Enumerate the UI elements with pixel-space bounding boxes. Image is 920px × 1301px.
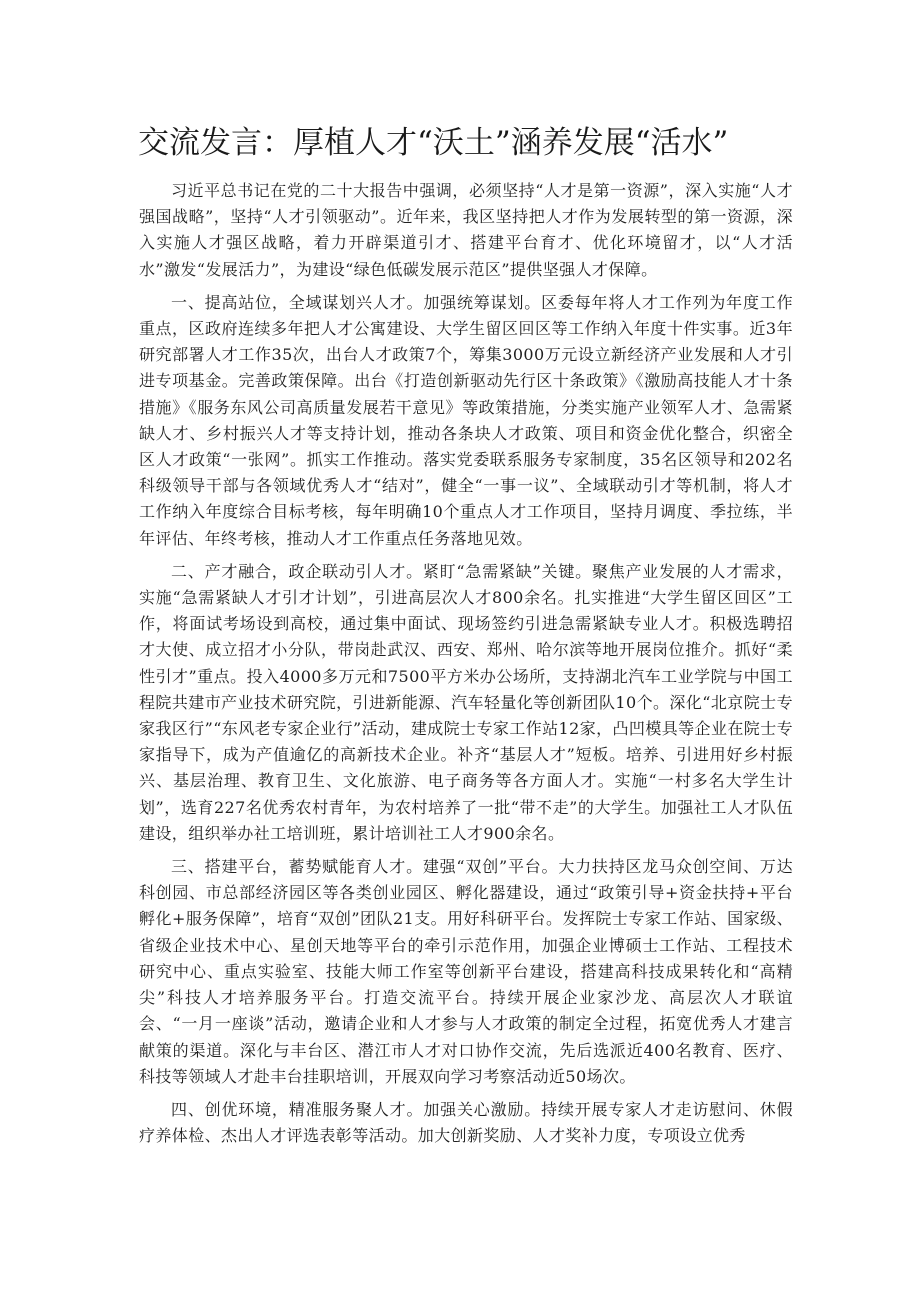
document-body <box>139 178 793 1156</box>
paragraph-section-2: 二、产才融合，政企联动引人才。紧盯“急需紧缺”关键。聚焦产业发展的人才需求，实施“急需紧缺人才引才计划”，引进高层次人才800余名。扎实推进“大学生留区回区”工作，将面试考场设到高校，通过集中面试、现场签约引进急需紧缺专业人才。积极选聘招才大使、成立招才小分队，带岗赴武汉、西安、郑州、哈尔滨等地开展岗位推介。抓好“柔性引才”重点。投入4000多万元和7500平方米办公场所，支持湖北汽车工业学院与中国工程院共建市产业技术研究院，引进新能源、汽车轻量化等创新团队10个。深化“北京院士专家我区行”“东风老专家企业行”活动，建成院士专家工作站12家，凸凹模具等企业在院士专家指导下，成为产值逾亿的高新技术企业。补齐“基层人才”短板。培养、引进用好乡村振兴、基层治理、教育卫生、文化旅游、电子商务等各方面人才。实施“一村多名大学生计划”，选育227名优秀农村青年，为农村培养了一批“带不走”的大学生。加强社工人才队伍建设，组织举办社工培训班，累计培训社工人才900余名。 <box>139 561 793 843</box>
paragraph-section-4: 四、创优环境，精准服务聚人才。加强关心激励。持续开展专家人才走访慰问、休假疗养体检、杰出人才评选表彰等活动。加大创新奖励、人才奖补力度，专项设立优秀 <box>139 1099 793 1146</box>
paragraph-intro: 习近平总书记在党的二十大报告中强调，必须坚持“人才是第一资源”，深入实施“人才强国战略”，坚持“人才引领驱动”。近年来，我区坚持把人才作为发展转型的第一资源，深入实施人才强区战略，着力开辟渠道引才、搭建平台育才、优化环境留才，以“人才活水”激发“发展活力”，为建设“绿色低碳发展示范区”提供坚强人才保障。 <box>139 181 793 279</box>
document-title: 交流发言：厚植人才“沃土”涵养发展“活水” <box>138 125 729 161</box>
paragraph-section-3: 三、搭建平台，蓄势赋能育人才。建强“双创”平台。大力扶持区龙马众创空间、万达科创园、市总部经济园区等各类创业园区、孵化器建设，通过“政策引导+资金扶持+平台孵化+服务保障”，培育“双创”团队21支。用好科研平台。发挥院士专家工作站、国家级、省级企业技术中心、星创天地等平台的牵引示范作用，加强企业博硕士工作站、工程技术研究中心、重点实验室、技能大师工作室等创新平台建设，搭建高科技成果转化和“高精尖”科技人才培养服务平台。打造交流平台。持续开展企业家沙龙、高层次人才联谊会、“一月一座谈”活动，邀请企业和人才参与人才政策的制定全过程，拓宽优秀人才建言献策的渠道。深化与丰台区、潜江市人才对口协作交流，先后选派近400名教育、医疗、科技等领域人才赴丰台挂职培训，开展双向学习考察活动近50场次。 <box>139 857 793 1086</box>
paragraph-section-1: 一、提高站位，全域谋划兴人才。加强统筹谋划。区委每年将人才工作列为年度工作重点，区政府连续多年把人才公寓建设、大学生留区回区等工作纳入年度十件实事。近3年研究部署人才工作35次，出台人才政策7个，筹集3000万元设立新经济产业发展和人才引进专项基金。完善政策保障。出台《打造创新驱动先行区十条政策》《激励高技能人才十条措施》《服务东风公司高质量发展若干意见》等政策措施，分类实施产业领军人才、急需紧缺人才、乡村振兴人才等支持计划，推动各条块人才政策、项目和资金优化整合，织密全区人才政策“一张网”。抓实工作推动。落实党委联系服务专家制度，35名区领导和202名科级领导干部与各领域优秀人才“结对”，健全“一事一议”、全域联动引才等机制，将人才工作纳入年度综合目标考核，每年明确10个重点人才工作项目，坚持月调度、季拉练，半年评估、年终考核，推动人才工作重点任务落地见效。 <box>139 292 793 548</box>
